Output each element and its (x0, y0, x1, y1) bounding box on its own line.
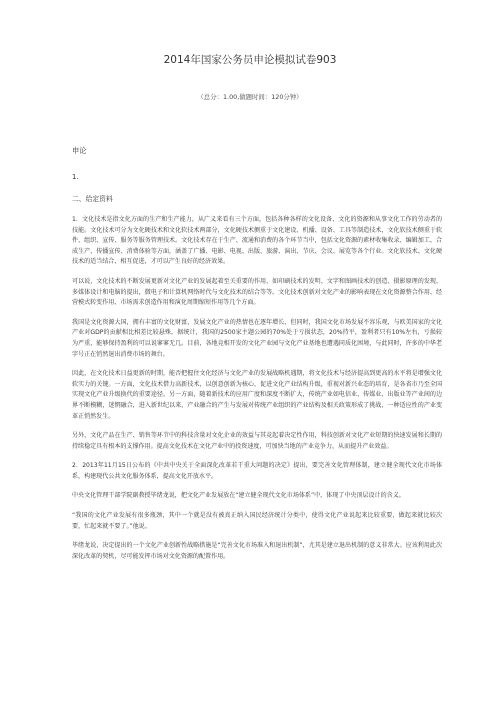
question-number: 1. (72, 173, 79, 181)
paragraph: 我国是文化资源大国，拥有丰富的文化财富，发展文化产业的热情也在逐年增长，但同时，我国文化市场发展不容乐观，与欧美国家的文化产业对GDP的贡献相比相差比较悬殊。据统计，我国的2500家主题公园的70%处于亏损状态，20%持平，盈利者只有10%左右，亏损较为严重，能够保持盈利的可以说寥寥无几。目前，各地竞相开发的文化产业园与文化产业基地也遭遇同质化困境，与此同时，许多的中华老字号正在悄然退出消费市场的舞台。 (72, 318, 442, 358)
paragraph: 毕绪龙说，决定提出的一个文化产业创新性战略措施是“完善文化市场准入和退出机制”，尤其是建立退出机制的意义非常大。应该利用此次深化改革的契机，尽可能发挥市场对文化资源的配置作用。 (72, 542, 442, 560)
paragraph: 中央文化管理干部学院副教授毕绪龙说，把文化产业发展放在“建立健全现代文化市场体系”中，体现了中央顶层设计的含义。 (72, 492, 405, 500)
paragraph: 1．文化技术是指文化方面的生产和生产能力，从广义来看有三个方面，包括各种各样的文化设备、文化的资源和从事文化工作的劳动者的技能。文化技术可分为文化硬技术和文化软技术两部分，文化硬技术侧重于文化建设、机播、设备、工具等制造技术，文化软技术侧重于软件、组织、宣传、服务等服务管理技术。文化技术存在于生产、流通和消费的各个环节当中，包括文化资源的素材收集收录、编辑加工、合成生产、传播宣传、消费体验等方面，涵盖了广播、电影、电视、出版、旅游、演出、节庆、会议、展览等各个行业。文化软技术、文化硬技术的适当结合、相互促进，才可以产生良好的经济效果。 (72, 216, 442, 266)
paragraph: “我国的文化产业发展有很多瓶颈，其中一个就是没有被真正纳入国民经济统计分类中，使得文化产业说起来比较重要，做起来就比较次要，忙起来就不要了。”他说。 (72, 512, 442, 530)
subsection-heading: 二、给定资料 (72, 195, 113, 203)
document-body (72, 106, 442, 562)
document-title: 2014年国家公务员申论模拟试卷903 (163, 54, 337, 66)
paragraph: 另外，文化产品在生产、销售等环节中的科技含量对文化企业的效益与其竞起着决定性作用，科技创新对文化产业短期的快速发展和长期的持续稳定具有根本的支撑作用。提高文化技术在文化产业中的投资速度，可加快当地的产业竞争力，从而提升产业效益。 (72, 432, 442, 450)
paragraph: 可以说，文化技术的不断发展更新对文化产业的发展起着至关重要的作用，如印刷技术的发明、文字和图画技术的创造、摄影原理的发现、多媒体设计和电脑的提出，微电子和计算机网络时代与文化技术的结合等等。文化技术创新对文化产业的影响表现在文化资源整合作用、经营模式转变作用、市场需求创造作用和演化周期缩短作用等几个方面。 (72, 277, 442, 307)
paragraph: 2．2013年11月15日公布的《中共中央关于全面深化改革若干重大问题的决定》提出，要完善文化管理体制，建立健全现代文化市场体系，构建现代公共文化服务体系，提高文化开放水平。 (72, 462, 442, 480)
paragraph: 因此，在文化技术日益更新的时期，能否把握住文化经济与文化产业的发展战略机遇期，将文化技术与经济提高到更高的水平将是增强文化软实力的关键。一方面，文化技术借力高新技术，以创意创新为核心，促进文化产业结构升级，重视对新兴业态的培育，是各省市乃至全国实现文化产业升级换代的重要途径。另一方面，随着新技术的应用广度和深度不断扩大，传统产业如电信业、传媒业、出版业等产业间的边界不断模糊，迷惘融合，进入新世纪以来，产业融合的产生与发展对传统产业组织的产业结构及相关政策形成了挑战，一种适应性的产业变革正悄然发生。 (72, 370, 442, 420)
section-heading: 申论 (72, 146, 87, 155)
exam-meta: （总分：1.00,做题时间：120分钟） (197, 93, 303, 101)
